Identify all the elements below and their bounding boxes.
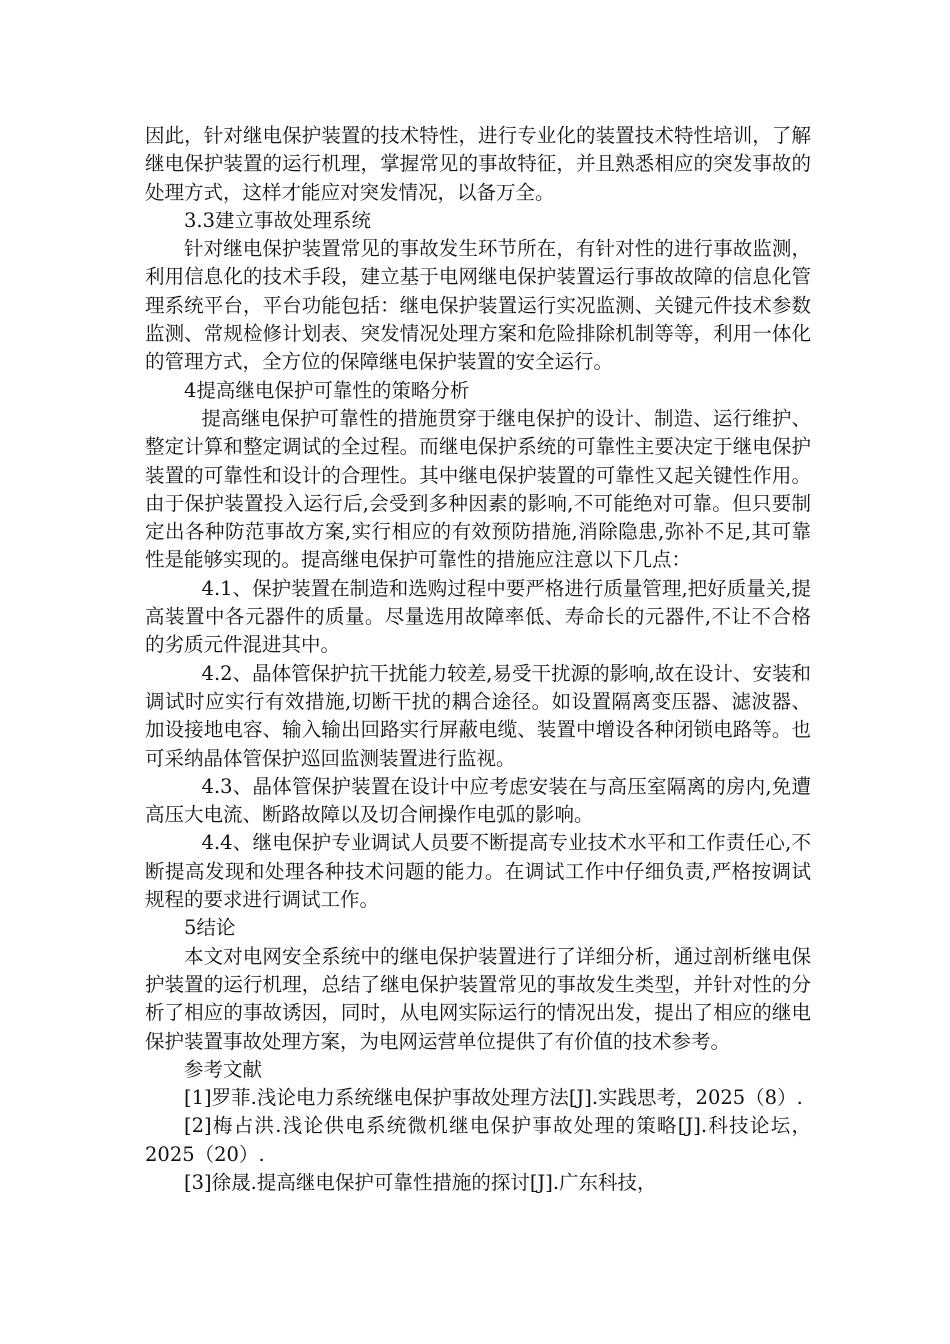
document-page [145, 122, 811, 1197]
section-heading-5: 5结论 [184, 916, 236, 940]
paragraph: 本文对电网安全系统中的继电保护装置进行了详细分析，通过剖析继电保护装置的运行机理，总结了继电保护装置常见的事故发生类型，并针对性的分析了相应的事故诱因，同时，从电网实际运行的情况出发，提出了相应的继电保护装置事故处理方案，为电网运营单位提供了有价值的技术参考。 [145, 944, 811, 1053]
list-item-4-2: 4.2、晶体管保护抗干扰能力较差,易受干扰源的影响,故在设计、安装和调试时应实行有效措施,切断干扰的耦合途径。如设置隔离变压器、滤波器、加设接地电容、输入输出回路实行屏蔽电缆、装置中增设各种闭锁电路等。也可采纳晶体管保护巡回监测装置进行监视。 [145, 661, 811, 770]
references-heading: 参考文献 [184, 1057, 263, 1081]
paragraph: 针对继电保护装置常见的事故发生环节所在，有针对性的进行事故监测，利用信息化的技术手段，建立基于电网继电保护装置运行事故故障的信息化管理系统平台，平台功能包括：继电保护装置运行实况监测、关键元件技术参数监测、常规检修计划表、突发情况处理方案和危险排除机制等等，利用一体化的管理方式，全方位的保障继电保护装置的安全运行。 [145, 237, 811, 374]
section-heading-4: 4提高继电保护可靠性的策略分析 [184, 378, 470, 402]
list-item-4-4: 4.4、继电保护专业调试人员要不断提高专业技术水平和工作责任心,不断提高发现和处理各种技术问题的能力。在调试工作中仔细负责,严格按调试规程的要求进行调试工作。 [145, 831, 811, 912]
paragraph-continued: 因此，针对继电保护装置的技术特性，进行专业化的装置技术特性培训，了解继电保护装置的运行机理，掌握常见的事故特征，并且熟悉相应的突发事故的处理方式，这样才能应对突发情况，以备万全。 [145, 124, 811, 204]
paragraph: 提高继电保护可靠性的措施贯穿于继电保护的设计、制造、运行维护、整定计算和整定调试的全过程。而继电保护系统的可靠性主要决定于继电保护装置的可靠性和设计的合理性。其中继电保护装置的可靠性又起关键性作用。由于保护装置投入运行后,会受到多种因素的影响,不可能绝对可靠。但只要制定出各种防范事故方案,实行相应的有效预防措施,消除隐患,弥补不足,其可靠性是能够实现的。提高继电保护可靠性的措施应注意以下几点： [145, 406, 811, 572]
list-item-4-3: 4.3、晶体管保护装置在设计中应考虑安装在与高压室隔离的房内,免遭高压大电流、断路故障以及切合闸操作电弧的影响。 [145, 774, 811, 827]
reference-item: [1]罗菲.浅论电力系统继电保护事故处理方法[J].实践思考，2025（8）. [184, 1086, 803, 1110]
reference-item: [3]徐晟.提高继电保护可靠性措施的探讨[J].广东科技， [184, 1170, 657, 1194]
list-item-4-1: 4.1、保护装置在制造和选购过程中要严格进行质量管理,把好质量关,提高装置中各元器件的质量。尽量选用故障率低、寿命长的元器件,不让不合格的劣质元件混进其中。 [145, 576, 811, 657]
reference-item: [2]梅占洪.浅论供电系统微机继电保护事故处理的策略[J].科技论坛，2025（20）. [145, 1114, 811, 1166]
section-heading-3-3: 3.3建立事故处理系统 [184, 208, 372, 232]
